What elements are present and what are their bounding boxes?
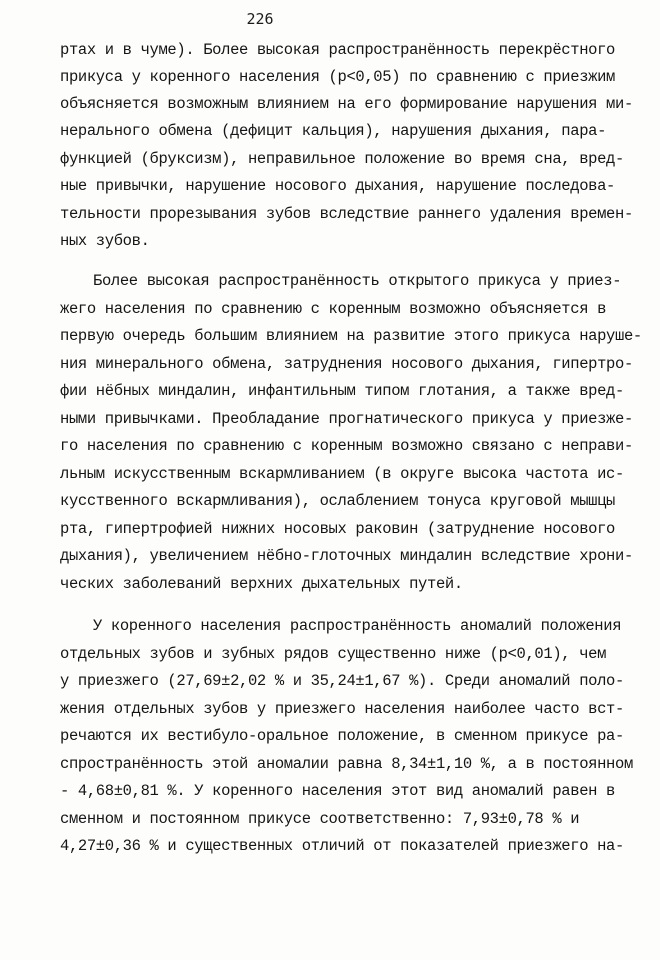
- text-line: речаются их вестибуло-оральное положение, в сменном прикусе ра-: [60, 727, 624, 745]
- text-line: 4,27±0,36 % и существенных отличий от показателей приезжего на-: [60, 837, 624, 855]
- text-line: дыхания), увеличением нёбно-глоточных миндалин вследствие хрони-: [60, 547, 633, 565]
- text-line: ные привычки, нарушение носового дыхания, нарушение последова-: [60, 177, 615, 195]
- text-line: прикуса у коренного населения (р<0,05) по сравнению с приезжим: [60, 68, 615, 86]
- text-line: Более высокая распространённость открытого прикуса у приез-: [93, 272, 622, 290]
- text-line: спространённость этой аномалии равна 8,34±1,10 %, а в постоянном: [60, 755, 633, 773]
- text-line: льным искусственным вскармливанием (в округе высока частота ис-: [60, 465, 624, 483]
- text-line: у приезжего (27,69±2,02 % и 35,24±1,67 %). Среди аномалий поло-: [60, 672, 624, 690]
- text-line: го населения по сравнению с коренным возможно связано с неправи-: [60, 437, 633, 455]
- text-line: - 4,68±0,81 %. У коренного населения этот вид аномалий равен в: [60, 782, 615, 800]
- text-line: кусственного вскармливания), ослаблением тонуса круговой мышцы: [60, 492, 615, 510]
- text-line: сменном и постоянном прикусе соответственно: 7,93±0,78 % и: [60, 810, 580, 828]
- text-line: тельности прорезывания зубов вследствие раннего удаления времен-: [60, 205, 633, 223]
- text-line: функцией (бруксизм), неправильное положение во время сна, вред-: [60, 150, 624, 168]
- text-line: рта, гипертрофией нижних носовых раковин (затруднение носового: [60, 520, 615, 538]
- text-line: объясняется возможным влиянием на его формирование нарушения ми-: [60, 95, 633, 113]
- text-line: ными привычками. Преобладание прогнатического прикуса у приезже-: [60, 410, 633, 428]
- text-line: ческих заболеваний верхних дыхательных путей.: [60, 575, 463, 593]
- text-line: ных зубов.: [60, 232, 150, 250]
- page-number: 226: [246, 10, 274, 28]
- text-line: фии нёбных миндалин, инфантильным типом глотания, а также вред-: [60, 382, 624, 400]
- text-line: жего населения по сравнению с коренным возможно объясняется в: [60, 300, 607, 318]
- text-line: первую очередь большим влиянием на развитие этого прикуса наруше-: [60, 327, 642, 345]
- text-line: жения отдельных зубов у приезжего населения наиболее часто вст-: [60, 700, 624, 718]
- text-line: ртах и в чуме). Более высокая распространённость перекрёстного: [60, 41, 615, 59]
- text-line: нерального обмена (дефицит кальция), нарушения дыхания, пара-: [60, 122, 607, 140]
- text-line: У коренного населения распространённость аномалий положения: [93, 617, 622, 635]
- text-line: ния минерального обмена, затруднения носового дыхания, гипертро-: [60, 355, 633, 373]
- text-line: отдельных зубов и зубных рядов существенно ниже (р<0,01), чем: [60, 645, 607, 663]
